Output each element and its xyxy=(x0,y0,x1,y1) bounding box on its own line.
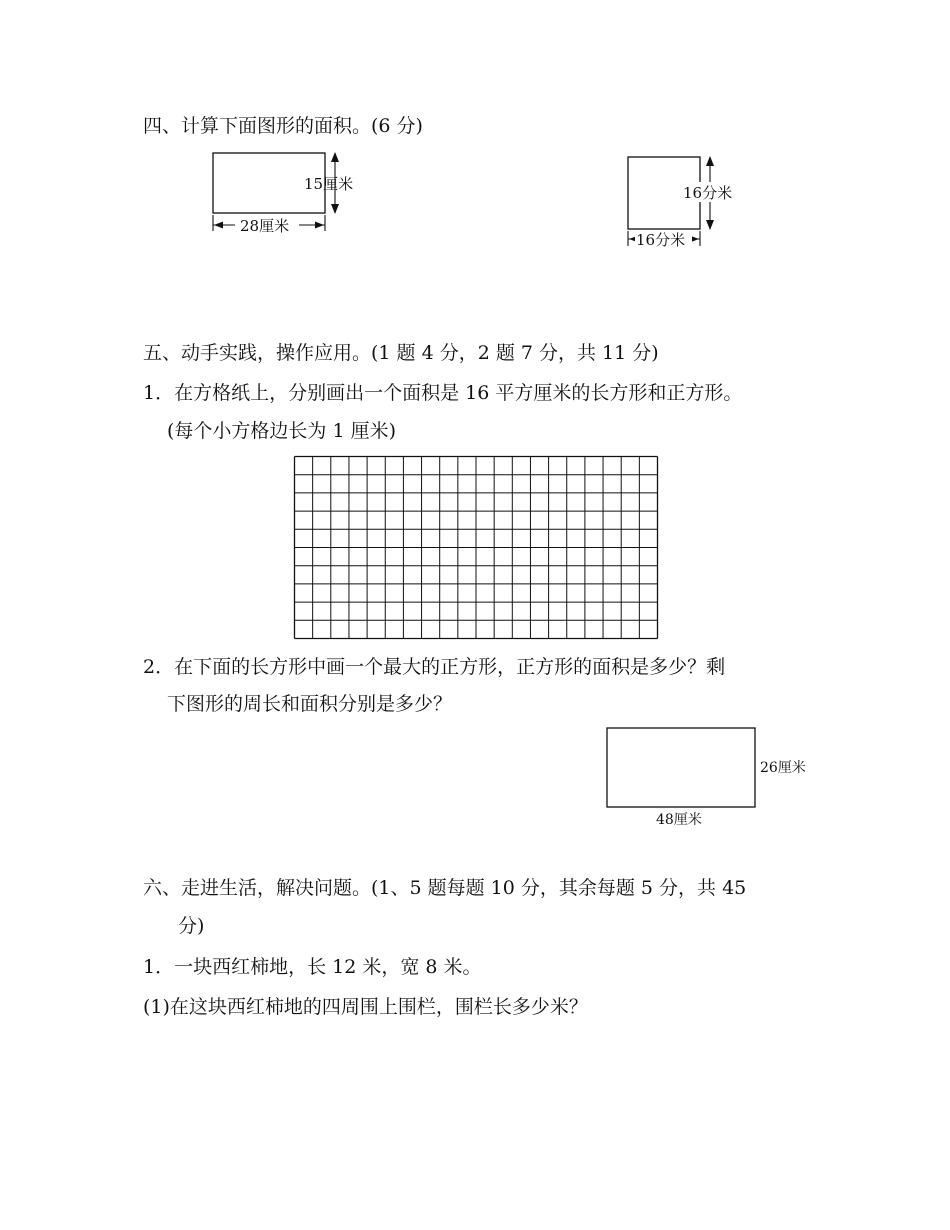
section6-q1-sub1: (1)在这块西红柿地的四周围上围栏，围栏长多少米？ xyxy=(143,996,588,1018)
section4-heading: 四、计算下面图形的面积。(6 分) xyxy=(143,115,423,137)
section5-q1-note: (每个小方格边长为 1 厘米) xyxy=(167,420,396,442)
q2-height-label: 26厘米 xyxy=(760,760,806,776)
section5-q1-text: 1．在方格纸上，分别画出一个面积是 16 平方厘米的长方形和正方形。 xyxy=(143,382,743,404)
section6-heading-line1: 六、走进生活，解决问题。(1、5 题每题 10 分，其余每题 5 分，共 45 xyxy=(143,877,747,899)
grid-paper xyxy=(294,456,658,639)
section5-q2-line1: 2．在下面的长方形中画一个最大的正方形，正方形的面积是多少？剩 xyxy=(143,656,726,678)
section6-heading-line2: 分) xyxy=(178,915,205,937)
section6-q1-text: 1．一块西红柿地，长 12 米，宽 8 米。 xyxy=(143,956,482,978)
figure1-height-label: 15厘米 xyxy=(304,175,354,193)
q2-width-label: 48厘米 xyxy=(656,812,702,828)
section5-heading: 五、动手实践，操作应用。(1 题 4 分，2 题 7 分，共 11 分) xyxy=(143,342,659,364)
figure1-width-label: 28厘米 xyxy=(240,217,290,235)
section5-q2-line2: 下图形的周长和面积分别是多少？ xyxy=(167,693,453,715)
figure2-width-label: 16分米 xyxy=(636,231,686,249)
figure2-height-label: 16分米 xyxy=(683,184,733,202)
